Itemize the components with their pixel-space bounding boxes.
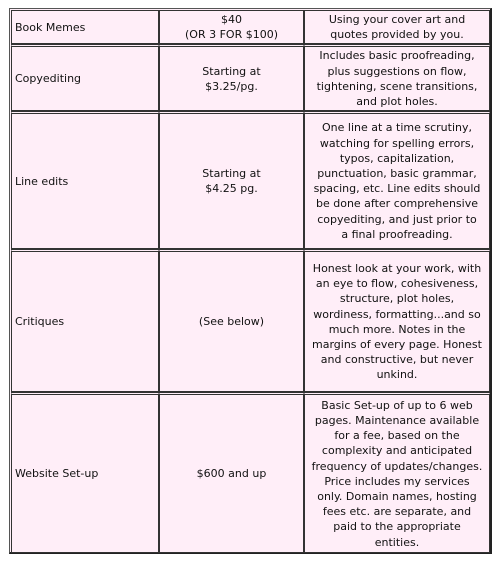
service-name: Copyediting	[15, 72, 82, 86]
service-name: Critiques	[15, 315, 65, 329]
service-name-cell	[11, 392, 159, 553]
price-cell	[159, 111, 304, 249]
price-cell	[159, 249, 304, 392]
table-row-book-memes	[11, 10, 490, 44]
description-cell	[304, 44, 490, 111]
description-line: quotes provided by you.	[330, 28, 464, 42]
table-row-line-edits	[11, 111, 490, 249]
description-line: unkind.	[376, 368, 418, 382]
description-line: and plot holes.	[356, 95, 438, 109]
service-name-cell	[11, 10, 159, 44]
description-line: be done after comprehensive	[315, 197, 478, 211]
service-name-cell	[11, 249, 159, 392]
services-price-table	[11, 10, 490, 553]
description-line: margins of every page. Honest	[312, 337, 482, 351]
price-line: Starting at	[202, 64, 261, 78]
description-cell	[304, 249, 490, 392]
description-line: wordiness, formatting...and so	[313, 307, 481, 321]
description-line: copyediting, and just prior to	[317, 212, 477, 226]
description-line: Using your cover art and	[328, 13, 466, 26]
table-row-copyediting	[11, 44, 490, 111]
description-line: frequency of updates/changes.	[311, 459, 483, 473]
description-line: much more. Notes in the	[328, 322, 466, 336]
description-line: for a fee, based on the	[334, 429, 460, 443]
price-cell	[159, 44, 304, 111]
description-line: a final proofreading.	[341, 227, 453, 241]
service-name: Website Set-up	[15, 467, 99, 481]
description-line: pages. Maintenance available	[314, 413, 480, 427]
description-line: spacing, etc. Line edits should	[313, 182, 481, 196]
description-line: Includes basic proofreading,	[319, 49, 475, 63]
price-cell	[159, 392, 304, 553]
price-line: $4.25 pg.	[205, 182, 258, 196]
price-line: $40	[221, 13, 242, 26]
description-cell	[304, 392, 490, 553]
description-line: Honest look at your work, with	[312, 261, 482, 275]
description-line: paid to the appropriate	[333, 520, 461, 534]
description-line: One line at a time scrutiny,	[322, 121, 472, 135]
description-cell	[304, 111, 490, 249]
description-line: fees etc. are separate, and	[322, 505, 472, 519]
service-name-cell	[11, 111, 159, 249]
service-name: Book Memes	[15, 20, 86, 34]
table-row-critiques	[11, 249, 490, 392]
price-cell	[159, 10, 304, 44]
description-line: Basic Set-up of up to 6 web	[321, 398, 473, 412]
description-line: punctuation, basic grammar,	[317, 167, 477, 181]
description-line: entities.	[374, 535, 420, 549]
price-line: (See below)	[198, 315, 265, 329]
services-price-table-container	[9, 8, 492, 554]
description-line: an eye to flow, cohesiveness,	[315, 277, 479, 291]
price-line: (OR 3 FOR $100)	[185, 28, 278, 42]
description-line: typos, capitalization,	[339, 151, 455, 165]
service-name-cell	[11, 44, 159, 111]
price-line: $600 and up	[196, 467, 267, 481]
table-row-website-setup	[11, 392, 490, 553]
description-line: structure, plot holes,	[339, 292, 455, 306]
description-line: Price includes my services	[324, 474, 470, 488]
description-line: and constructive, but never	[320, 353, 474, 367]
description-line: only. Domain names, hosting	[317, 489, 477, 503]
price-line: $3.25/pg.	[205, 79, 258, 93]
price-line: Starting at	[202, 167, 261, 181]
description-cell	[304, 10, 490, 44]
description-line: plus suggestions on flow,	[327, 64, 467, 78]
description-line: watching for spelling errors,	[319, 136, 475, 150]
description-line: complexity and anticipated	[321, 444, 473, 458]
service-name: Line edits	[15, 174, 69, 188]
description-line: tightening, scene transitions,	[316, 79, 478, 93]
